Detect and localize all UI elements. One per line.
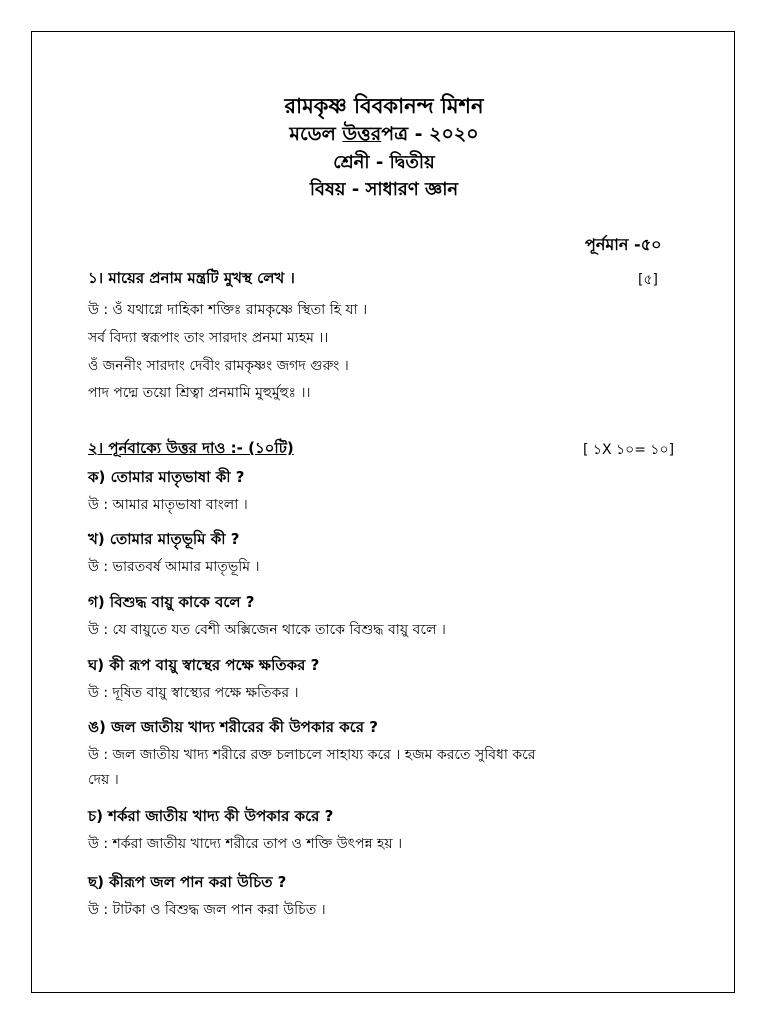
question-item: চ) শর্করা জাতীয় খাদ্য কী উপকার করে ? [88, 807, 334, 825]
full-marks: পূর্নমান -৫০ [585, 235, 662, 254]
section1-answer-line: পাদ পদ্মে তয়ো শ্রিত্বা প্রনমামি মুহুর্মুহুঃ ।। [88, 385, 311, 401]
subject-line: বিষয় - সাধারণ জ্ঞান [309, 179, 459, 200]
answer-item: উ : শর্করা জাতীয় খাদ্যে শরীরে তাপ ও শক্তি উৎপন্ন হয় । [88, 836, 403, 852]
class-line: শ্রেনী - দ্বিতীয় [333, 152, 435, 173]
question-item: ক) তোমার মাতৃভাষা কী ? [88, 468, 245, 486]
question-item: ঙ) জল জাতীয় খাদ্য শরীরের কী উপকার করে ? [88, 718, 378, 736]
answer-item: উ : ভারতবর্ষ আমার মাতৃভূমি । [88, 559, 260, 575]
subtitle-pre: মডেল [289, 123, 343, 145]
answer-item: উ : আমার মাতৃভাষা বাংলা । [88, 497, 248, 513]
institution-title: রামকৃষ্ণ বিবকানন্দ মিশন [284, 94, 484, 118]
section2-marks: [ ১X ১০= ১০] [583, 442, 675, 458]
answer-item: উ : যে বায়ুতে যত বেশী অক্সিজেন থাকে তাকে বিশুদ্ধ বায়ু বলে । [88, 622, 446, 638]
question-item: ছ) কীরূপ জল পান করা উচিত ? [88, 873, 287, 891]
section2-heading: ২। পূর্নবাক্যে উত্তর দাও :- (১০টি) [88, 439, 294, 457]
answer-item: উ : জল জাতীয় খাদ্য শরীরে রক্ত চলাচলে সাহায্য করে । হজম করতে সুবিধা করে [88, 747, 536, 763]
section1-answer-line: সর্ব বিদ্যা স্বরূপাং তাং সারদাং প্রনমা ম্যহম ।। [88, 330, 329, 346]
question-item: খ) তোমার মাতৃভূমি কী ? [88, 530, 240, 548]
section1-marks: [৫] [638, 272, 659, 288]
section1-answer-line: ওঁ জননীং সারদাং দেবীং রামকৃষ্ণং জগদ গুরুং । [88, 358, 349, 374]
answer-item-continuation: দেয় । [88, 772, 119, 788]
section1-question: ১। মায়ের প্রনাম মন্ত্রটি মুখস্থ লেখ । [88, 269, 295, 287]
question-item: গ) বিশুদ্ধ বায়ু কাকে বলে ? [88, 593, 255, 611]
answer-item: উ : দূষিত বায়ু স্বাস্থ্যের পক্ষে ক্ষতিকর । [88, 685, 299, 701]
section1-answer-line: উ : ওঁ যথাগ্নে দাহিকা শক্তিঃ রামকৃষ্ণে স্থিতা হি যা । [88, 302, 368, 318]
subtitle-post: পত্র - ২০২০ [381, 123, 479, 145]
subtitle-underlined: উত্তর [342, 123, 382, 145]
answer-item: উ : টাটকা ও বিশুদ্ধ জল পান করা উচিত । [88, 902, 326, 918]
question-item: ঘ) কী রূপ বায়ু স্বাস্থের পক্ষে ক্ষতিকর ? [88, 656, 320, 674]
